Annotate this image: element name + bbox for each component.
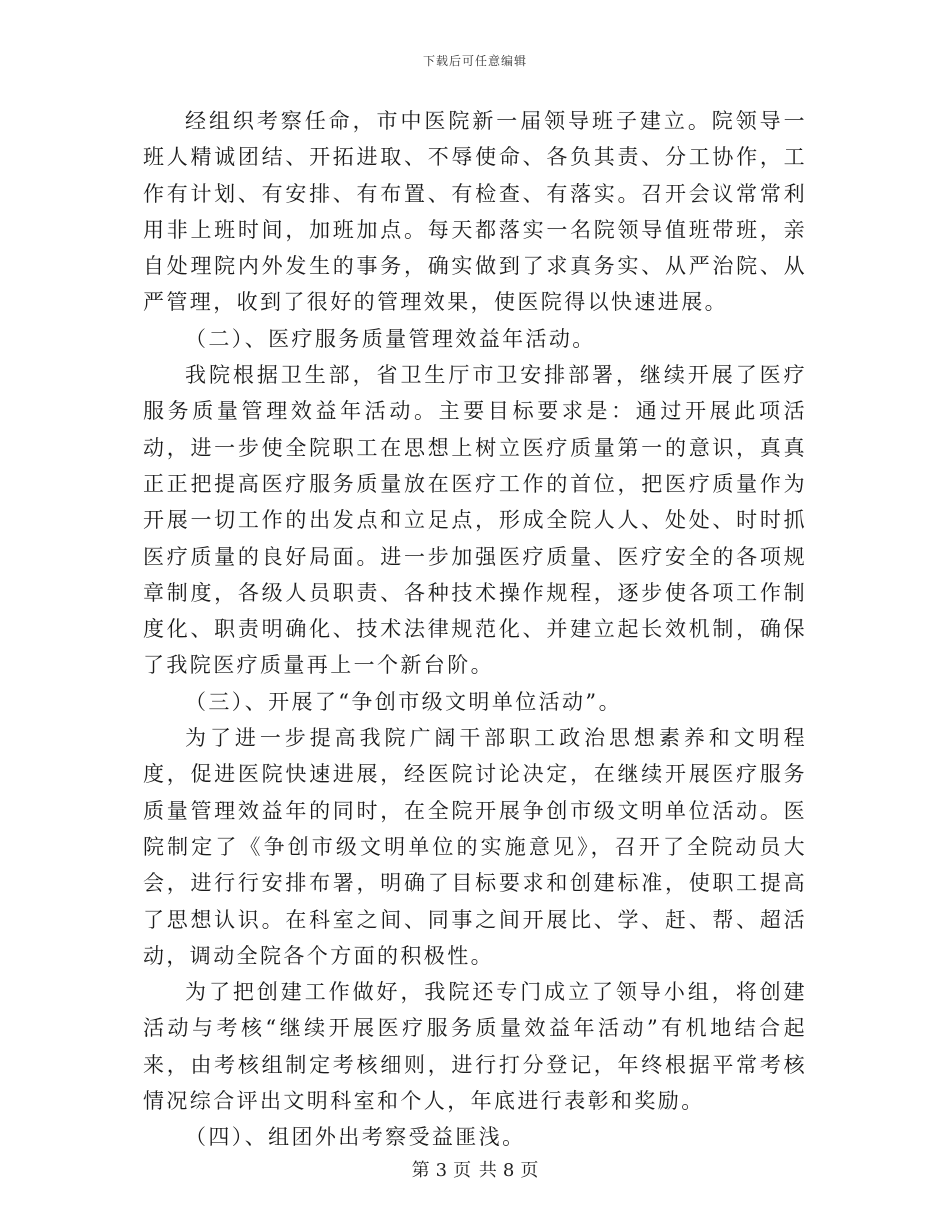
paragraph: 为了把创建工作做好，我院还专门成立了领导小组，将创建活动与考核“继续开展医疗服务质量效益年活动”有机地结合起来，由考核组制定考核细则，进行打分登记，年终根据平常考核情况综合评出文明科室和个人，年底进行表彰和奖励。: [143, 980, 807, 1114]
page-number-prefix: 第: [411, 1160, 430, 1181]
page-footer: [0, 1156, 950, 1182]
total-page-count: 8: [502, 1160, 515, 1181]
paragraph: 我院根据卫生部，省卫生厅市卫安排部署，继续开展了医疗服务质量管理效益年活动。主要目标要求是：通过开展此项活动，进一步使全院职工在思想上树立医疗质量第一的意识，真真正正把提高医疗服务质量放在医疗工作的首位，把医疗质量作为开展一切工作的出发点和立足点，形成全院人人、处处、时时抓医疗质量的良好局面。进一步加强医疗质量、医疗安全的各项规章制度，各级人员职责、各种技术操作规程，逐步使各项工作制度化、职责明确化、技术法律规范化、并建立起长效机制，确保了我院医疗质量再上一个新台阶。: [143, 363, 807, 678]
section-heading: （二）、医疗服务质量管理效益年活动。: [185, 326, 596, 351]
section-heading: （三）、开展了“争创市级文明单位活动”。: [185, 689, 622, 714]
section-heading: （四）、组团外出考察受益匪浅。: [185, 1125, 526, 1150]
document-body: [143, 103, 807, 1156]
paragraph: 为了进一步提高我院广阔干部职工政治思想素养和文明程度，促进医院快速进展，经医院讨论决定，在继续开展医疗服务质量管理效益年的同时，在全院开展争创市级文明单位活动。医院制定了《争创市级文明单位的实施意见》，召开了全院动员大会，进行行安排布署，明确了目标要求和创建标准，使职工提高了思想认识。在科室之间、同事之间开展比、学、赶、帮、超活动，调动全院各个方面的积极性。: [143, 726, 807, 968]
page-number-suffix: 页: [520, 1160, 539, 1181]
paragraph: 经组织考察任命，市中医院新一届领导班子建立。院领导一班人精诚团结、开拓进取、不辱使命、各负其责、分工协作，工作有计划、有安排、有布置、有检查、有落实。召开会议常常利用非上班时间，加班加点。每天都落实一名院领导值班带班，亲自处理院内外发生的事务，确实做到了求真务实、从严治院、从严管理，收到了很好的管理效果，使医院得以快速进展。: [143, 109, 807, 315]
current-page-number: 3: [435, 1160, 448, 1181]
page-number-middle: 页 共: [453, 1160, 497, 1181]
page-header: 下载后可任意编辑: [422, 54, 527, 68]
